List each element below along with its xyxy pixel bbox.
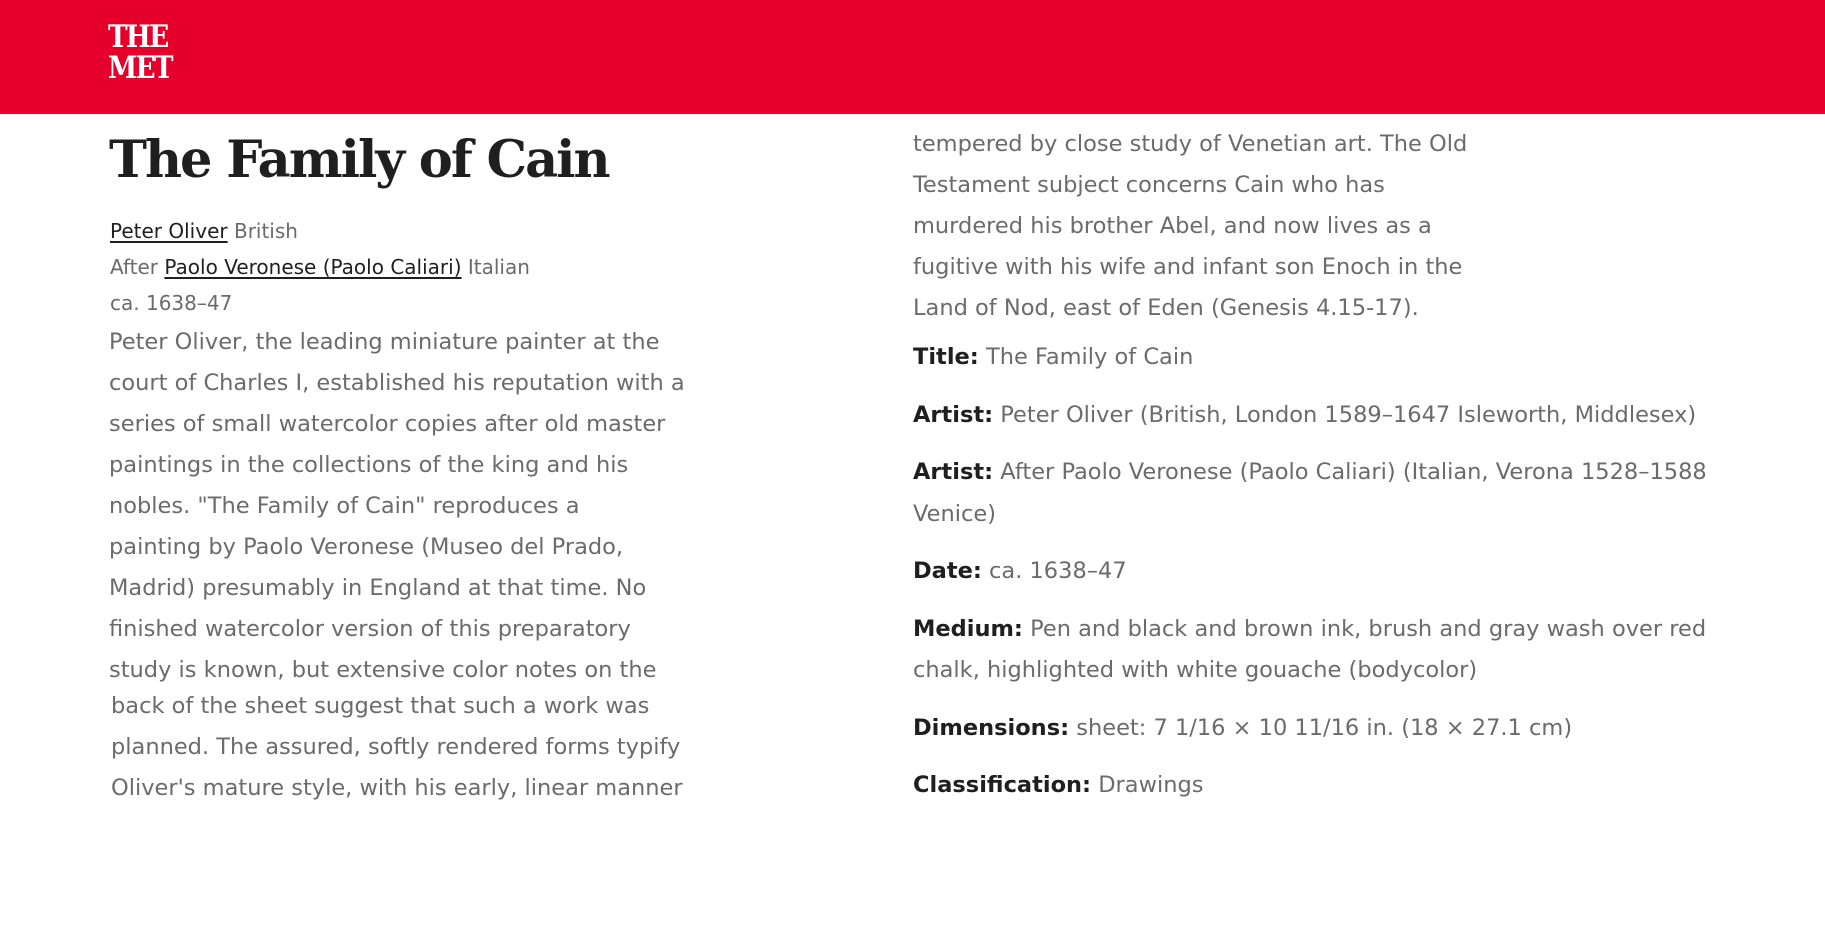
fact-value: Peter Oliver (British, London 1589–1647 Isleworth, Middlesex) — [1000, 401, 1697, 428]
description-line: Oliver's mature style, with his early, linear manner — [111, 775, 683, 801]
met-logo[interactable] — [108, 19, 172, 86]
description-line: series of small watercolor copies after old master — [109, 411, 666, 437]
artwork-date: ca. 1638–47 — [110, 291, 233, 315]
description-line: nobles. "The Family of Cain" reproduces a — [109, 493, 580, 519]
description-line: finished watercolor version of this preparatory — [109, 616, 631, 642]
fact-label: Date: — [913, 558, 982, 584]
fact-label: Medium: — [913, 615, 1023, 642]
description-line: Testament subject concerns Cain who has — [913, 172, 1385, 198]
description-line: planned. The assured, softly rendered forms typify — [111, 734, 681, 760]
fact-date — [913, 551, 1713, 593]
fact-artist-1 — [913, 395, 1713, 437]
fact-medium — [913, 609, 1713, 692]
fact-value: sheet: 7 1/16 × 10 11/16 in. (18 × 27.1 cm) — [1076, 714, 1573, 741]
artist-nationality-2: Italian — [467, 255, 530, 279]
fact-value: After Paolo Veronese (Paolo Caliari) (Italian, Verona 1528–1588 Venice) — [913, 459, 1707, 527]
fact-label: Artist: — [913, 401, 994, 428]
description-line: painting by Paolo Veronese (Museo del Prado, — [109, 534, 624, 560]
artist-link-veronese[interactable]: Paolo Veronese (Paolo Caliari) — [164, 255, 462, 279]
description-line: murdered his brother Abel, and now lives as a — [913, 213, 1432, 239]
description-part-1 — [109, 322, 709, 691]
fact-value: Drawings — [1098, 772, 1204, 798]
description-part-2 — [111, 686, 711, 809]
description-part-3 — [913, 124, 1513, 329]
fact-label: Dimensions: — [913, 714, 1070, 741]
description-line: study is known, but extensive color notes on the — [109, 657, 657, 683]
description-line: Peter Oliver, the leading miniature painter at the — [109, 329, 660, 355]
fact-dimensions — [913, 708, 1713, 750]
fact-label: Artist: — [913, 459, 994, 485]
description-line: back of the sheet suggest that such a work was — [111, 693, 650, 719]
description-line: paintings in the collections of the king and his — [109, 452, 629, 478]
artist-line-1 — [110, 219, 298, 243]
artwork-title: The Family of Cain — [109, 130, 609, 190]
fact-title — [913, 337, 1713, 379]
fact-label: Title: — [913, 344, 979, 370]
artist-link-peter-oliver[interactable]: Peter Oliver — [110, 219, 228, 243]
artist-line-2 — [110, 255, 530, 279]
logo-line-the: THE — [108, 19, 168, 55]
description-line: fugitive with his wife and infant son Enoch in the — [913, 254, 1463, 280]
site-header — [0, 0, 1825, 114]
fact-value: Pen and black and brown ink, brush and gray wash over red chalk, highlighted with white gouache (bodycolor) — [913, 615, 1707, 683]
artwork-facts — [913, 337, 1713, 823]
description-line: tempered by close study of Venetian art. The Old — [913, 131, 1468, 157]
description-line: Land of Nod, east of Eden (Genesis 4.15-17). — [913, 295, 1419, 321]
artist-nationality-1: British — [233, 219, 298, 243]
description-line: Madrid) presumably in England at that time. No — [109, 575, 647, 601]
logo-line-met: MET — [108, 50, 172, 86]
fact-value: ca. 1638–47 — [989, 558, 1127, 584]
fact-value: The Family of Cain — [985, 344, 1194, 370]
fact-artist-2 — [913, 452, 1713, 535]
artist-prefix: After — [110, 255, 159, 279]
fact-classification — [913, 765, 1713, 807]
fact-label: Classification: — [913, 772, 1092, 798]
description-line: court of Charles I, established his reputation with a — [109, 370, 685, 396]
